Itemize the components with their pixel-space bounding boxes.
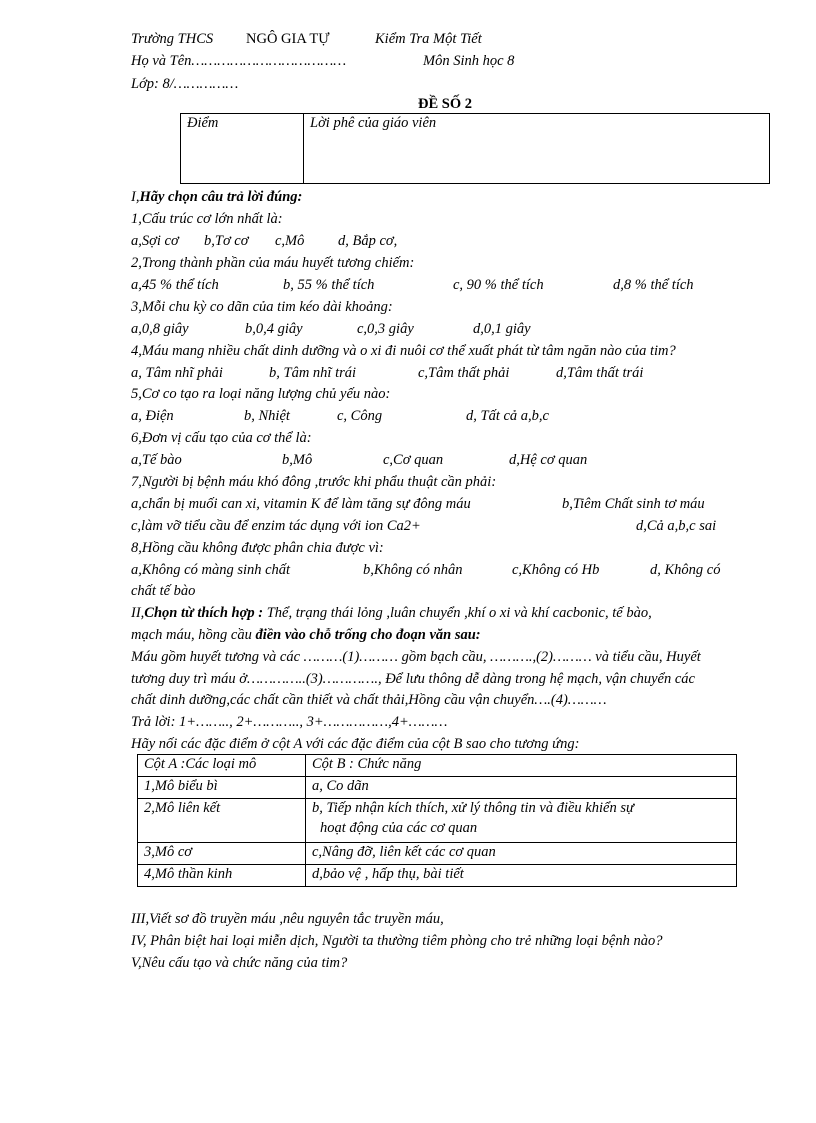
fill-instruction: điền vào chỗ trống cho đoạn văn sau: (251, 627, 481, 643)
row1-a: 1,Mô biểu bì (138, 777, 306, 799)
col-b-header: Cột B : Chức năng (306, 755, 737, 777)
q7-a: a,chẩn bị muối can xi, vitamin K để làm tăng sự đông máu (131, 496, 471, 512)
row2-a: 2,Mô liên kết (138, 799, 306, 843)
q2-d: d,8 % thể tích (613, 277, 694, 293)
q1-text: 1,Cấu trúc cơ lớn nhất là: (131, 211, 283, 227)
section2-heading: II,Chọn từ thích hợp : Thể, trạng thái lỏng ,luân chuyển ,khí o xi và khí cacbonic, tế bào, (131, 605, 652, 621)
q4-b: b, Tâm nhĩ trái (269, 365, 357, 381)
matching-table (137, 754, 737, 887)
row3-b: c,Nâng đỡ, liên kết các cơ quan (306, 843, 737, 865)
test-title: Kiểm Tra Một Tiết (375, 31, 482, 47)
answer-line: Trả lời: 1+…….., 2+……….., 3+……………,4+……… (131, 714, 448, 730)
col-a-header: Cột A :Các loại mô (138, 755, 306, 777)
class-line: Lớp: 8/…………… (131, 76, 239, 92)
comment-cell (304, 114, 770, 184)
q2-b: b, 55 % thể tích (283, 277, 375, 293)
row3-a: 3,Mô cơ (138, 843, 306, 865)
row2-b-cell (306, 799, 737, 843)
grade-box (180, 113, 770, 184)
section2-line2 (131, 627, 481, 644)
row2-b: b, Tiếp nhận kích thích, xử lý thông tin và điều khiển sự (312, 800, 634, 816)
q4-a: a, Tâm nhĩ phải (131, 365, 223, 381)
q5-text: 5,Cơ co tạo ra loại năng lượng chủ yếu nào: (131, 386, 391, 402)
row2-b-cont: hoạt động của các cơ quan (320, 820, 478, 836)
score-label: Điểm (187, 115, 219, 131)
q5-c: c, Công (337, 408, 383, 424)
q4-text: 4,Máu mang nhiều chất dinh dưỡng và o xi đi nuôi cơ thể xuất phát từ tâm ngăn nào của tim? (131, 343, 676, 359)
q6-d: d,Hệ cơ quan (509, 452, 588, 468)
q6-text: 6,Đơn vị cấu tạo của cơ thể là: (131, 430, 312, 446)
q7-c: c,làm vỡ tiểu cầu để enzim tác dụng với ion Ca2+ (131, 518, 421, 534)
section1-heading: I,Hãy chọn câu trả lời đúng: (131, 189, 303, 205)
table-row (138, 843, 737, 865)
row1-b: a, Co dãn (306, 777, 737, 799)
q1-d: d, Bắp cơ, (338, 233, 398, 249)
exam-code: ĐỀ SỐ 2 (418, 96, 472, 112)
school-name: NGÔ GIA TỰ (246, 31, 330, 47)
q6-b: b,Mô (282, 452, 313, 468)
q8-c: c,Không có Hb (512, 562, 600, 578)
q2-c: c, 90 % thể tích (453, 277, 544, 293)
q1-b: b,Tơ cơ (204, 233, 249, 249)
word-bank-line2: mạch máu, hồng cầu (131, 627, 252, 643)
q8-d-cont: chất tế bào (131, 583, 196, 599)
passage-line3: chất dinh dưỡng,các chất cần thiết và chất thải,Hồng cầu vận chuyển….(4)……… (131, 692, 607, 708)
q6-a: a,Tế bào (131, 452, 182, 468)
q8-d: d, Không có (650, 562, 721, 578)
table-row (138, 865, 737, 887)
q3-c: c,0,3 giây (357, 321, 414, 337)
score-cell (181, 114, 304, 184)
school-label: Trường THCS (131, 31, 214, 47)
q6-c: c,Cơ quan (383, 452, 444, 468)
row4-b: d,bảo vệ , hấp thụ, bài tiết (306, 865, 737, 887)
q7-text: 7,Người bị bệnh máu khó đông ,trước khi phẩu thuật cần phải: (131, 474, 497, 490)
q3-a: a,0,8 giây (131, 321, 189, 337)
q4-d: d,Tâm thất trái (556, 365, 644, 381)
q2-a: a,45 % thể tích (131, 277, 219, 293)
q8-a: a,Không có màng sinh chất (131, 562, 291, 578)
q5-d: d, Tất cả a,b,c (466, 408, 549, 424)
section5: V,Nêu cấu tạo và chức năng của tim? (131, 955, 348, 971)
q3-d: d,0,1 giây (473, 321, 531, 337)
q5-b: b, Nhiệt (244, 408, 290, 424)
match-instruction: Hãy nối các đặc điểm ở cột A với các đặc điểm của cột B sao cho tương ứng: (131, 736, 580, 752)
table-row (138, 777, 737, 799)
comment-label: Lời phê của giáo viên (310, 115, 437, 131)
q8-b: b,Không có nhân (363, 562, 463, 578)
q2-text: 2,Trong thành phần của máu huyết tương chiếm: (131, 255, 415, 271)
name-line: Họ và Tên……………………………… (131, 53, 347, 69)
word-bank-line1: Thể, trạng thái lỏng ,luân chuyển ,khí o xi và khí cacbonic, tế bào, (263, 605, 652, 621)
q3-text: 3,Mỗi chu kỳ co dãn của tim kéo dài khoảng: (131, 299, 393, 315)
subject: Môn Sinh học 8 (423, 53, 515, 69)
section4: IV, Phân biệt hai loại miễn dịch, Người ta thường tiêm phòng cho trẻ những loại bệnh nào? (131, 933, 663, 949)
passage-line2: tương duy trì máu ở…………..(3)…………., Để lưu thông dễ dàng trong hệ mạch, vận chuyển các (131, 671, 695, 687)
table-header-row (138, 755, 737, 777)
q1-a: a,Sợi cơ (131, 233, 179, 249)
section1-title: Hãy chọn câu trả lời đúng: (139, 189, 303, 205)
table-row (138, 799, 737, 843)
q5-a: a, Điện (131, 408, 174, 424)
section2-title: Chọn từ thích hợp : (144, 605, 264, 621)
q7-b: b,Tiêm Chất sinh tơ máu (562, 496, 705, 512)
q3-b: b,0,4 giây (245, 321, 303, 337)
row4-a: 4,Mô thần kinh (138, 865, 306, 887)
section3: III,Viết sơ đồ truyền máu ,nêu nguyên tắc truyền máu, (131, 911, 444, 927)
q8-text: 8,Hồng cầu không được phân chia được vì: (131, 540, 384, 556)
q4-c: c,Tâm thất phải (418, 365, 510, 381)
passage-line1: Máu gồm huyết tương và các ………(1)……… gồm bạch cầu, ……….,(2)……… và tiểu cầu, Huyết (131, 649, 701, 665)
q1-c: c,Mô (275, 233, 305, 249)
q7-d: d,Cả a,b,c sai (636, 518, 717, 534)
